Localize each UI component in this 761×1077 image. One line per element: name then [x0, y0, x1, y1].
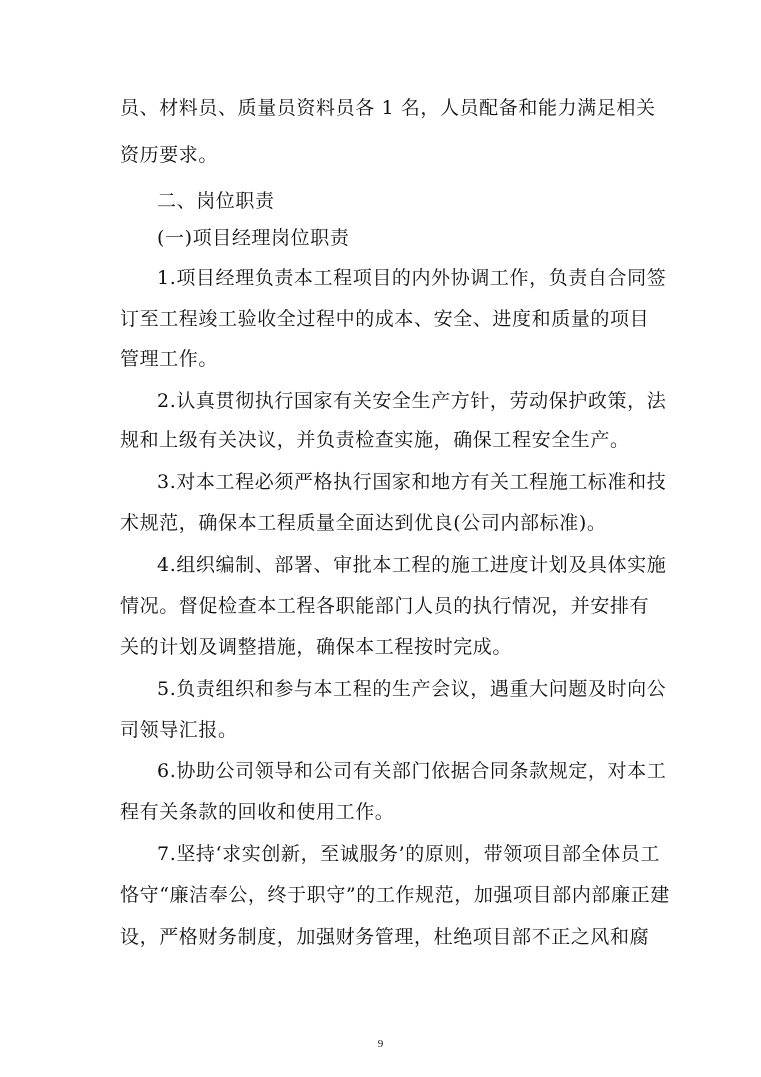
text-line: 情况。督促检查本工程各职能部门人员的执行情况，并安排有 — [120, 595, 650, 617]
text-line: 员、材料员、质量员资料员各 1 名，人员配备和能力满足相关 — [120, 97, 656, 119]
text-line: 订至工程竣工验收全过程中的成本、安全、进度和质量的项目 — [120, 308, 650, 330]
text-line: 程有关条款的回收和使用工作。 — [120, 801, 395, 823]
subsection-heading: (一)项目经理岗位职责 — [157, 227, 350, 249]
page-number: 9 — [377, 1038, 384, 1050]
text-line: 2.认真贯彻执行国家有关安全生产方针，劳动保护政策，法 — [157, 390, 667, 412]
text-line: 关的计划及调整措施，确保本工程按时完成。 — [120, 636, 513, 658]
text-line: 6.协助公司领导和公司有关部门依据合同条款规定，对本工 — [157, 760, 667, 782]
text-line: 设，严格财务制度，加强财务管理，杜绝项目部不正之风和腐 — [120, 926, 650, 948]
section-heading: 二、岗位职责 — [157, 190, 275, 212]
text-line: 5.负责组织和参与本工程的生产会议，遇重大问题及时向公 — [157, 678, 667, 700]
text-line: 1.项目经理负责本工程项目的内外协调工作，负责自合同签 — [157, 267, 667, 289]
text-line: 3.对本工程必须严格执行国家和地方有关工程施工标准和技 — [157, 471, 667, 493]
text-line: 7.坚持‘求实创新，至诚服务’的原则，带领项目部全体员工 — [157, 843, 661, 865]
text-line: 司领导汇报。 — [120, 719, 238, 741]
text-line: 4.组织编制、部署、审批本工程的施工进度计划及具体实施 — [157, 554, 667, 576]
text-line: 恪守“廉洁奉公，终于职守”的工作规范，加强项目部内部廉正建 — [120, 884, 670, 906]
text-line: 规和上级有关决议，并负责检查实施，确保工程安全生产。 — [120, 429, 630, 451]
text-line: 管理工作。 — [120, 348, 219, 370]
text-line: 术规范，确保本工程质量全面达到优良(公司内部标准)。 — [120, 512, 607, 534]
text-line: 资历要求。 — [120, 144, 219, 166]
